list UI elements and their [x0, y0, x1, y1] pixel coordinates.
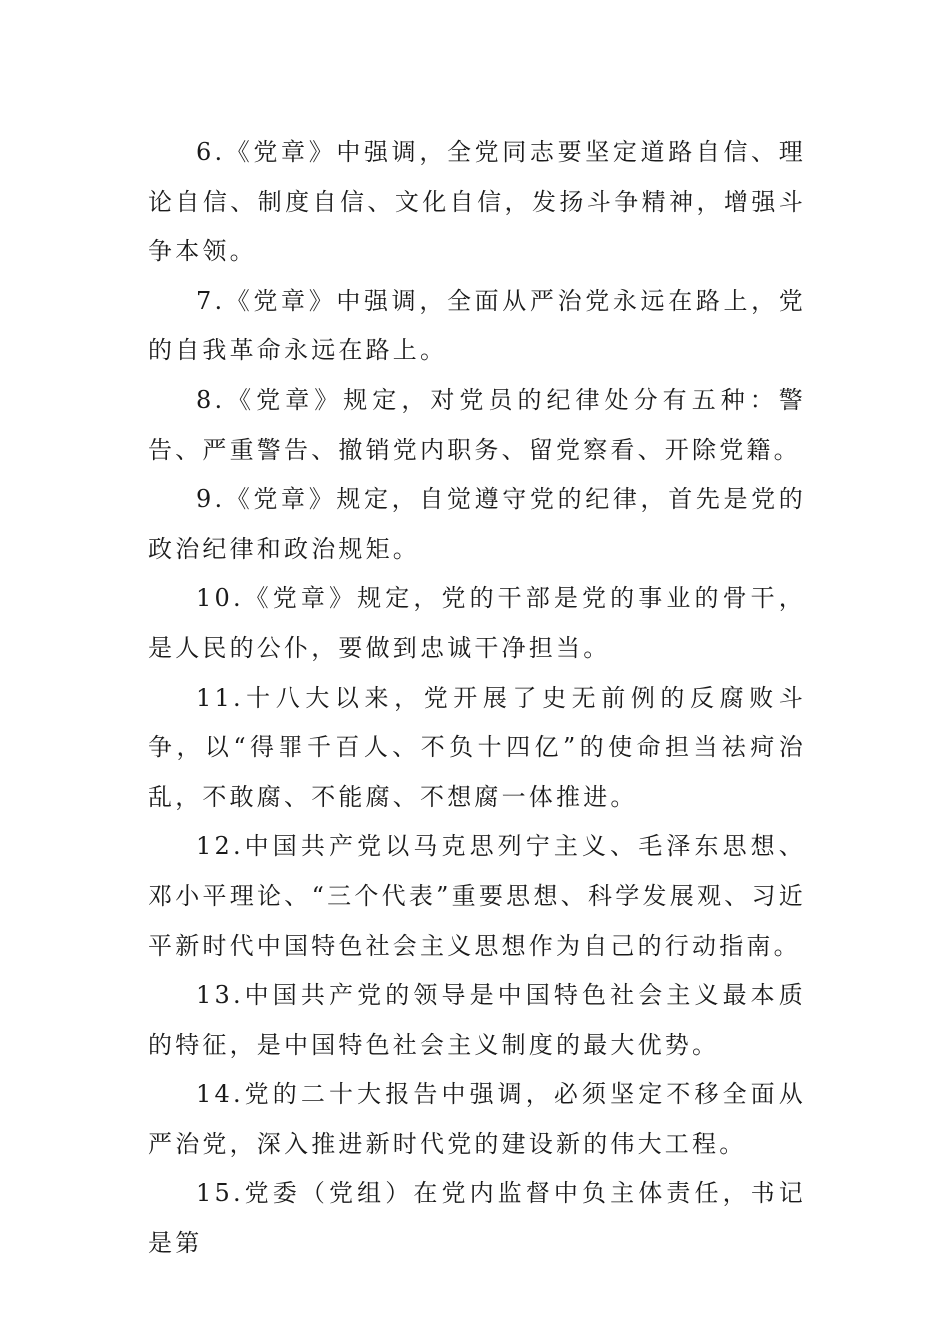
paragraph-11: 11.十八大以来，党开展了史无前例的反腐败斗争，以“得罪千百人、不负十四亿”的使命担当祛疴治乱，不敢腐、不能腐、不想腐一体推进。 [148, 683, 806, 811]
paragraph-14: 14.党的二十大报告中强调，必须坚定不移全面从严治党，深入推进新时代党的建设新的伟大工程。 [148, 1080, 806, 1158]
paragraph-8: 8.《党章》规定，对党员的纪律处分有五种：警告、严重警告、撤销党内职务、留党察看、开除党籍。 [148, 385, 806, 464]
document-body [148, 128, 806, 1269]
paragraph-13: 13.中国共产党的领导是中国特色社会主义最本质的特征，是中国特色社会主义制度的最大优势。 [148, 981, 806, 1059]
paragraph-12: 12.中国共产党以马克思列宁主义、毛泽东思想、邓小平理论、“三个代表”重要思想、科学发展观、习近平新时代中国特色社会主义思想作为自己的行动指南。 [148, 832, 806, 960]
paragraph-15: 15.党委（党组）在党内监督中负主体责任，书记是第 [148, 1179, 806, 1258]
paragraph-9: 9.《党章》规定，自觉遵守党的纪律，首先是党的政治纪律和政治规矩。 [148, 485, 806, 563]
paragraph-7: 7.《党章》中强调，全面从严治党永远在路上，党的自我革命永远在路上。 [148, 286, 806, 365]
paragraph-10: 10.《党章》规定，党的干部是党的事业的骨干，是人民的公仆，要做到忠诚干净担当。 [148, 584, 806, 662]
paragraph-6: 6.《党章》中强调，全党同志要坚定道路自信、理论自信、制度自信、文化自信，发扬斗争精神，增强斗争本领。 [148, 138, 806, 266]
